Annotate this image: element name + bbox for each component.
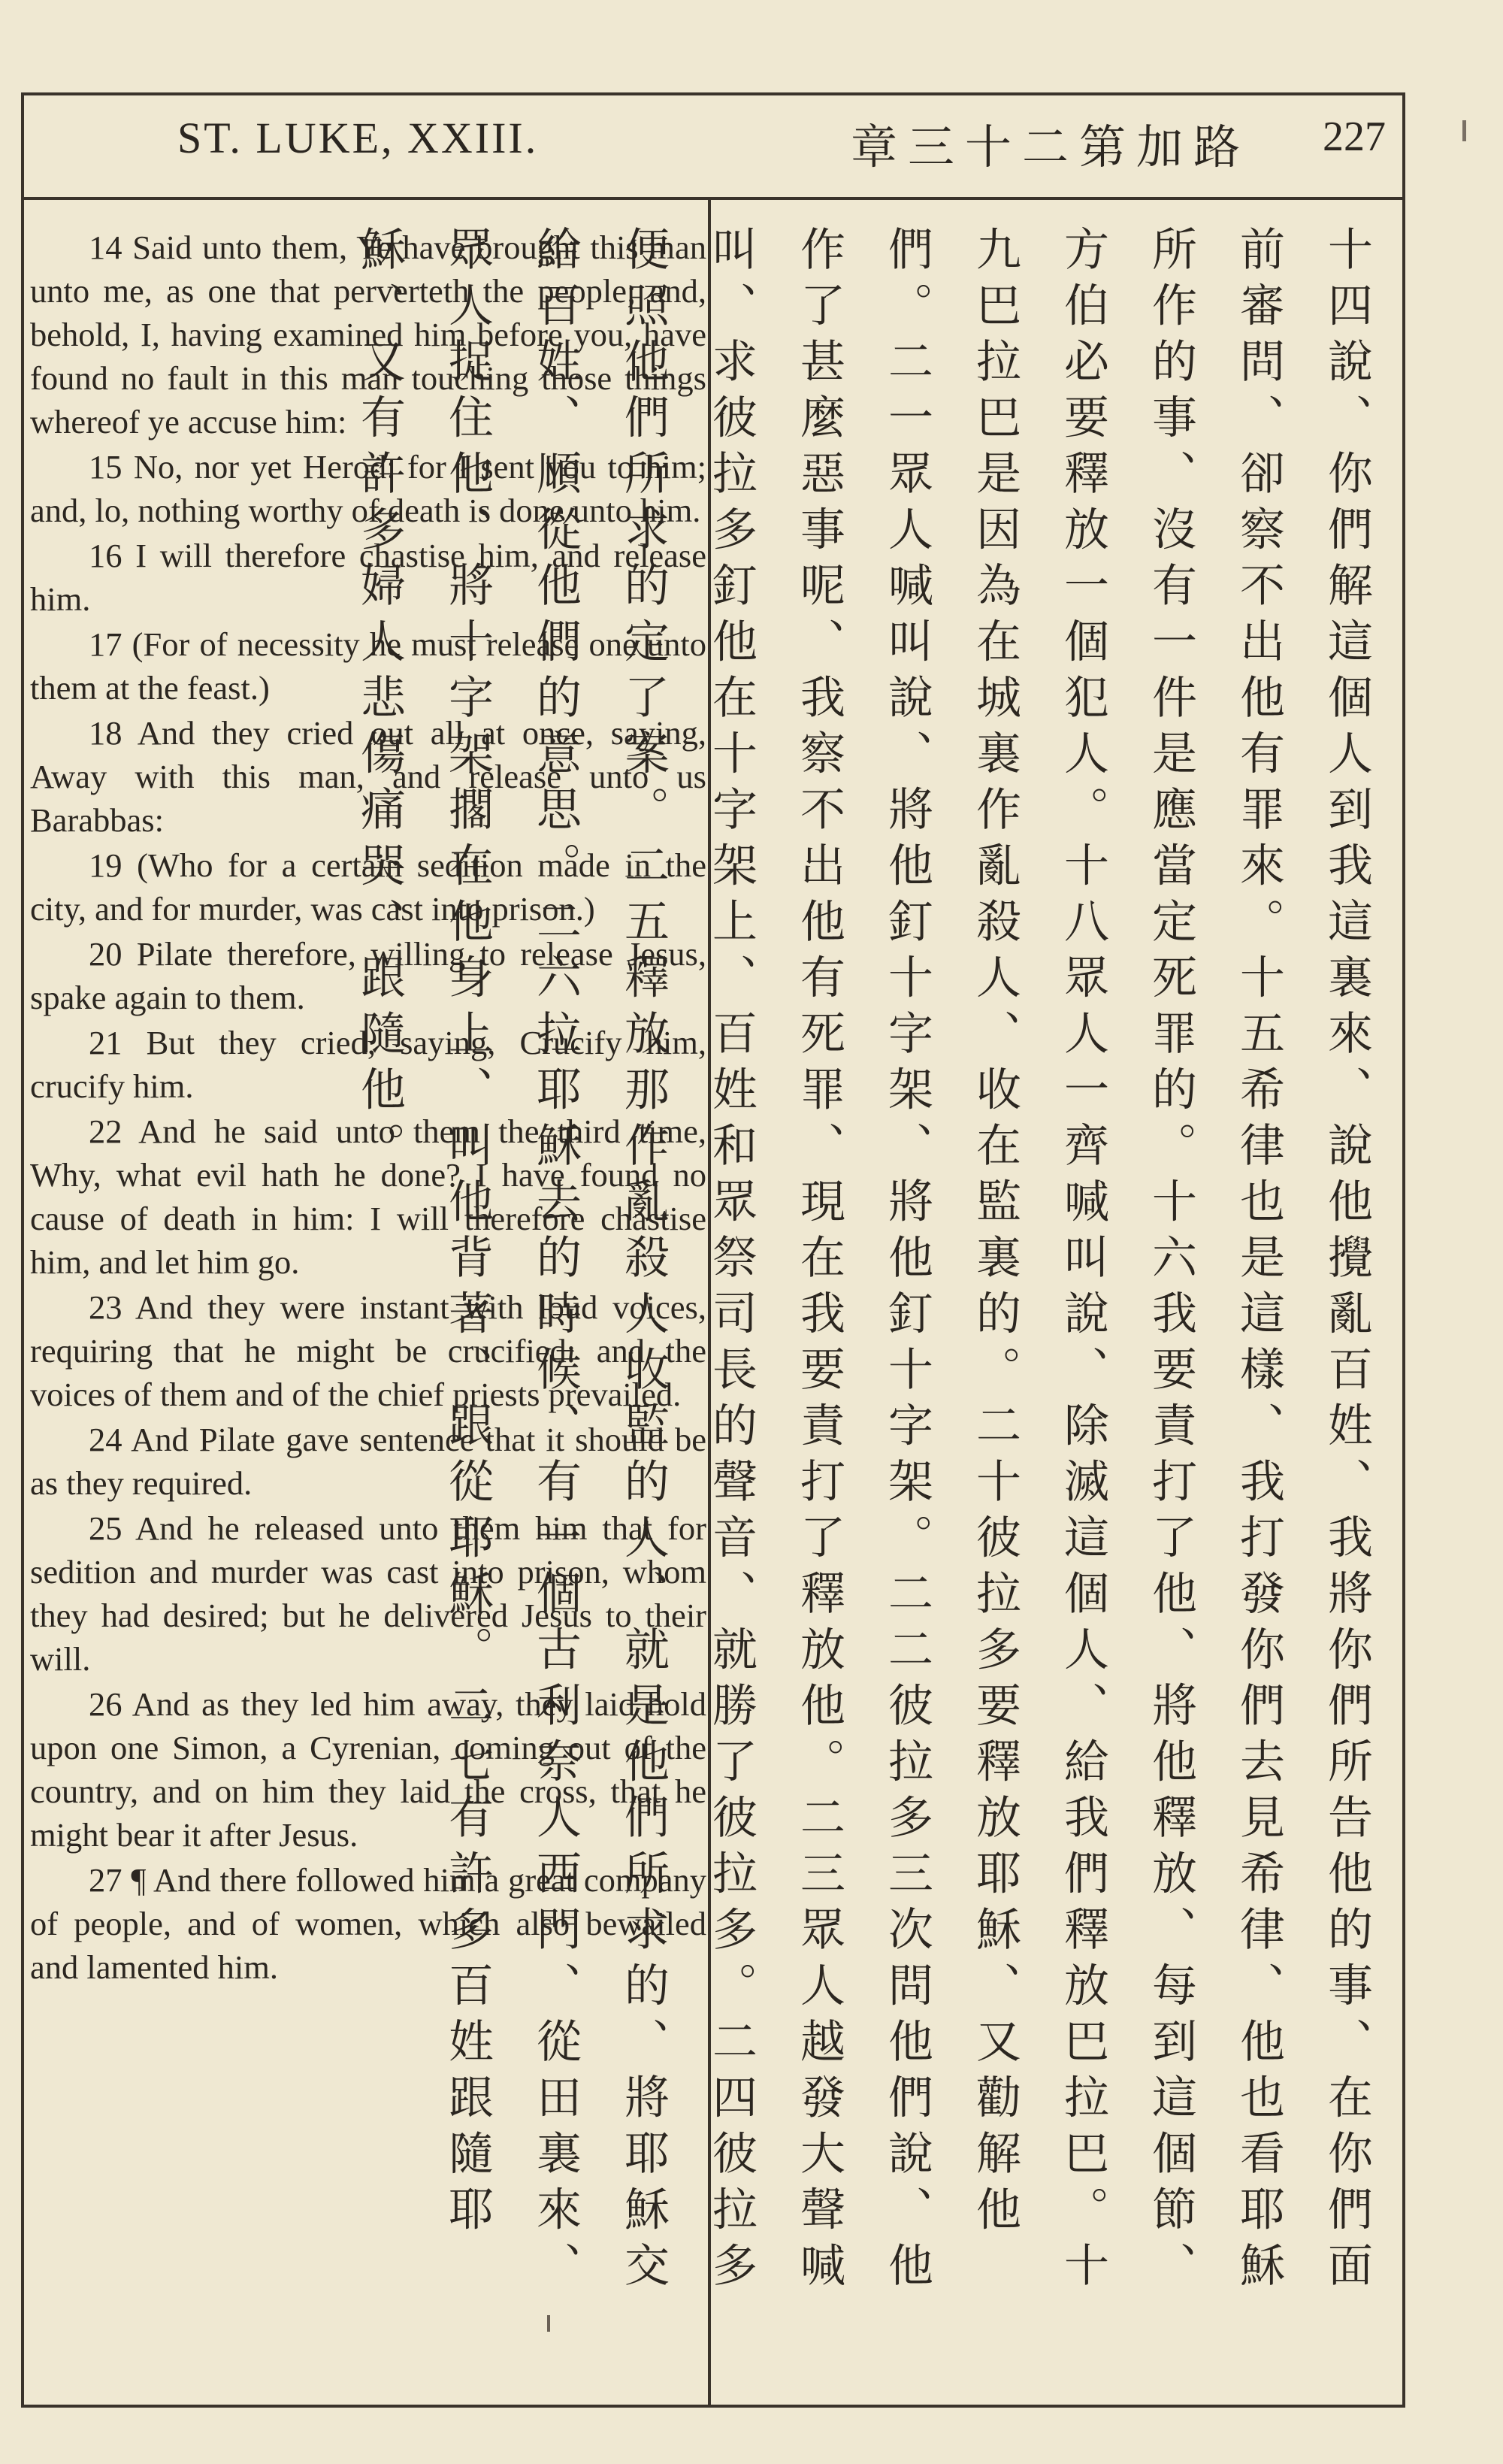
verse-18: 18 And they cried out all at once, saying, Away with this man, and release unto us Barabbas: xyxy=(30,714,706,839)
verse-23: 23 And they were instant with loud voices, requiring that he might be crucified: and the voices of them and of the chief priests prevailed. xyxy=(30,1288,706,1413)
page-number: 227 xyxy=(1323,114,1386,160)
running-head-chinese: 章三十二第加路 xyxy=(851,120,1251,174)
header-rule xyxy=(21,197,1405,200)
verse-15: 15 No, nor yet Herod: for I sent you to him; and, lo, nothing worthy of death is done unto him. xyxy=(30,448,706,529)
stray-print-mark xyxy=(547,2315,550,2332)
verse-16: 16 I will therefore chastise him, and release him. xyxy=(30,537,706,618)
verse-26: 26 And as they led him away, they laid hold upon one Simon, a Cyrenian, coming out of the country, and on him they laid the cross, that he might bear it after Jesus. xyxy=(30,1685,706,1854)
verse-19: 19 (Who for a certain sedition made in the city, and for murder, was cast into prison.) xyxy=(30,846,706,928)
verse-17: 17 (For of necessity he must release one unto them at the feast.) xyxy=(30,625,706,707)
verse-27: 27 ¶ And there followed him a great company of people, and of women, which also bewailed and lamented him. xyxy=(30,1861,706,1986)
chinese-column: 十四說、你們解這個人到我這裏來、說他攪亂百姓、我將你們所告他的事、在你們面前審問、卻察不出他有罪來。十五希律也是這樣、我打發你們去見希律、他也看耶穌所作的事、沒有一件是應當定死罪的。十六我要責打了他、將他釋放、每到這個節、方伯必要釋放一個犯人。十八眾人一齊喊叫說、除滅這個人、給我們釋放巴拉巴。十九巴拉巴是因為在城裏作亂殺人、收在監裏的。二十彼拉多要釋放耶穌、又勸解他們。二一眾人喊叫說、將他釘十字架、將他釘十字架。二二彼拉多三次問他們說、他作了甚麼惡事呢、我察不出他有死罪、現在我要責打了釋放他。二三眾人越發大聲喊叫、求彼拉多釘他在十字架上、百姓和眾祭司長的聲音、就勝了彼拉多。二四彼拉多便照他們所求的定了案。二五釋放那作亂殺人收監的人、就是他們所求的、將耶穌交給百姓、順從他們的意思。二六拉耶穌去的時候、有一個古利奈人西門、從田裏來、眾人捉住他、將十字架擱在他身上、叫他背著、跟從耶穌。二七有許多百姓跟隨耶穌、又有許多婦人悲傷痛哭、跟隨他。 xyxy=(353,226,1373,2298)
verse-25: 25 And he released unto them him that for sedition and murder was cast into prison, whom they had desired; but he delivered Jesus to their will. xyxy=(30,1509,706,1678)
verse-21: 21 But they cried, saying, Crucify him, crucify him. xyxy=(30,1024,706,1105)
verse-24: 24 And Pilate gave sentence that it should be as they required. xyxy=(30,1421,706,1502)
running-head-english: ST. LUKE, XXIII. xyxy=(177,114,539,162)
verse-20: 20 Pilate therefore, willing to release Jesus, spake again to them. xyxy=(30,935,706,1016)
verse-22: 22 And he said unto them the third time, Why, what evil hath he done? I have found no cause of death in him: I will therefore chastise him, and let him go. xyxy=(30,1112,706,1281)
edge-print-mark xyxy=(1462,120,1466,141)
verse-14: 14 Said unto them, Ye have brought this man unto me, as one that perverteth the people; and, behold, I, having examined him before you, have found no fault in this man touching those things whereof ye accuse him: xyxy=(30,229,706,440)
